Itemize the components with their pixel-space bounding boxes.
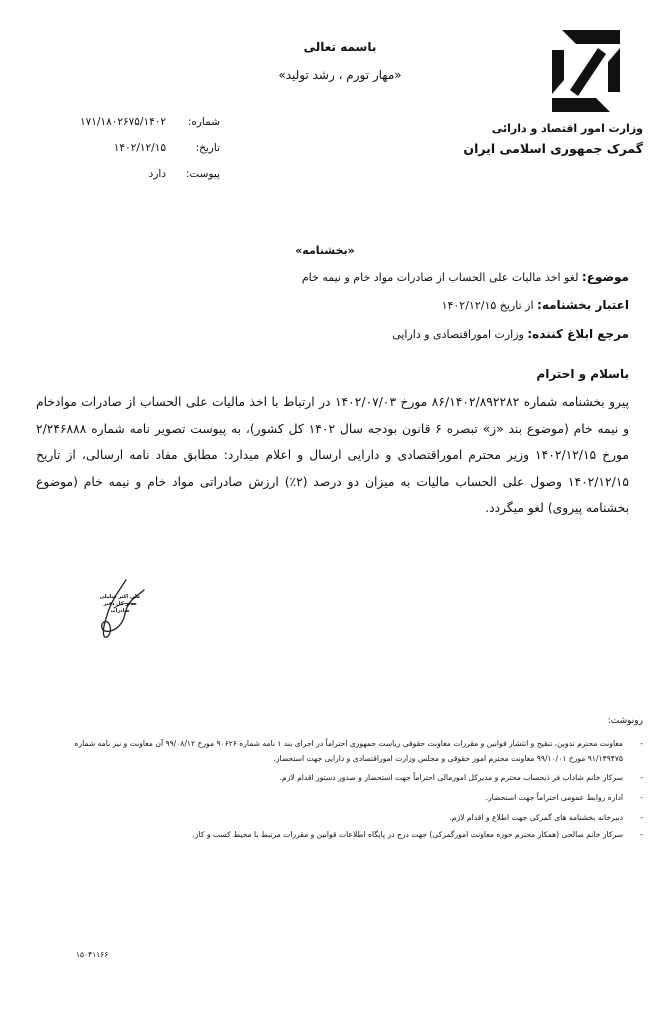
subject-label: موضوع: — [581, 270, 629, 284]
copy-bullet: - — [640, 793, 643, 802]
copy-item — [43, 790, 643, 805]
greeting: باسلام و احترام — [536, 367, 629, 381]
meta-attachment-label: پیوست: — [185, 168, 220, 180]
heading-basmala: باسمه تعالی — [303, 40, 377, 54]
validity-line — [109, 298, 629, 312]
copy-text: دبیرخانه بخشنامه های گمرکی جهت اطلاع و اقدام لازم. — [449, 813, 623, 822]
signature-title: مدیر کل دفتر صادرات — [103, 601, 137, 614]
validity-label: اعتبار بخشنامه: — [537, 298, 629, 312]
copy-bullet: - — [640, 830, 643, 839]
circular-title: «بخشنامه» — [295, 244, 355, 257]
authority-label: مرجع ابلاغ کننده: — [527, 327, 629, 341]
copy-text: سرکار خانم شاداب فر ذیحساب محترم و مدیرکل امورمالی احتراماً جهت استحضار و صدور دستور اقدام لازم. — [279, 773, 623, 782]
org-ministry-name: وزارت امور اقتصاد و دارائی — [491, 122, 643, 135]
copy-text: اداره روابط عمومی احتراماً جهت استحضار. — [485, 793, 623, 802]
meta-date-value: ۱۴۰۲/۱۲/۱۵ — [113, 142, 166, 154]
meta-date-label: تاریخ: — [195, 142, 220, 154]
subject-line — [109, 270, 629, 284]
copy-bullet: - — [640, 773, 643, 782]
org-customs-name: گمرک جمهوری اسلامی ایران — [463, 141, 643, 156]
copy-bullet: - — [640, 739, 643, 748]
copy-text: معاونت محترم تدوین، تنقیح و انتشار قوانین و مقررات معاونت حقوقی ریاست جمهوری احتراماً در اجرای بند ۱ نامه شماره ۹۰۶۲۶ مورخ ۹۹/۰۸/۱۲ آن معاونت و نیز نامه شماره ۹۱/۱۴۹۴۷۵ مورخ ۹۹/۱۰/۰۱ معاونت محترم امور حقوقی و مجلس وزارت اموراقتصادی و دارایی جهت استحضار. — [74, 739, 623, 763]
body-paragraph: پیرو بخشنامه شماره ۸۶/۱۴۰۲/۸۹۲۲۸۲ مورخ ۱۴۰۲/۰۷/۰۳ در ارتباط با اخذ مالیات علی الحساب از صادرات موادخام و نیمه خام (موضوع بند «ز» تبصره ۶ قانون بودجه سال ۱۴۰۲ کل کشور)، به پیوست تصویر نامه شماره ۲/۲۴۶۸۸۸ مورخ ۱۴۰۲/۱۲/۱۵ وزیر محترم اموراقتصادی و دارایی ارسال و اعلام میدارد: مطابق مفاد نامه ارسالی، از تاریخ ۱۴۰۲/۱۲/۱۵ وصول علی الحساب مالیات به میزان دو درصد (۲٪) ارزش صادراتی مواد خام و نیمه خام (موضوع بخشنامه پیروی) لغو میگردد. — [36, 395, 630, 515]
copy-bullet: - — [640, 813, 643, 822]
meta-attachment-value: دارد — [148, 168, 166, 180]
copy-item — [43, 736, 643, 766]
customs-logo-icon — [552, 30, 620, 112]
signature-name-block — [96, 594, 144, 615]
copy-item — [43, 827, 643, 842]
signature-name: علی اکبر شاملی — [99, 594, 141, 600]
subject-value: لغو اخذ مالیات علی الحساب از صادرات مواد خام و نیمه خام — [301, 271, 579, 284]
document-code: ۱۵۰۴۱۱۶۶ — [76, 950, 109, 959]
copies-label: رونوشت: — [607, 716, 643, 726]
authority-value: وزارت اموراقتصادی و دارایی — [392, 328, 524, 341]
copy-text: سرکار خانم صالحی (همکار محترم حوزه معاونت امورگمرکی) جهت درج در پایگاه اطلاعات قوانین و مقررات مرتبط با محیط کسب و کار. — [192, 830, 623, 839]
meta-number-value: ۱۷۱/۱۸۰۲۶۷۵/۱۴۰۲ — [79, 116, 166, 128]
authority-line — [109, 327, 629, 341]
copy-item — [43, 770, 643, 785]
meta-attachment-row — [60, 168, 220, 186]
heading-slogan: «مهار تورم ، رشد تولید» — [278, 68, 402, 82]
meta-date-row — [60, 142, 220, 160]
meta-number-label: شماره: — [187, 116, 220, 128]
validity-value: از تاریخ ۱۴۰۲/۱۲/۱۵ — [441, 299, 534, 312]
meta-number-row — [60, 116, 220, 134]
copy-item — [43, 810, 643, 825]
